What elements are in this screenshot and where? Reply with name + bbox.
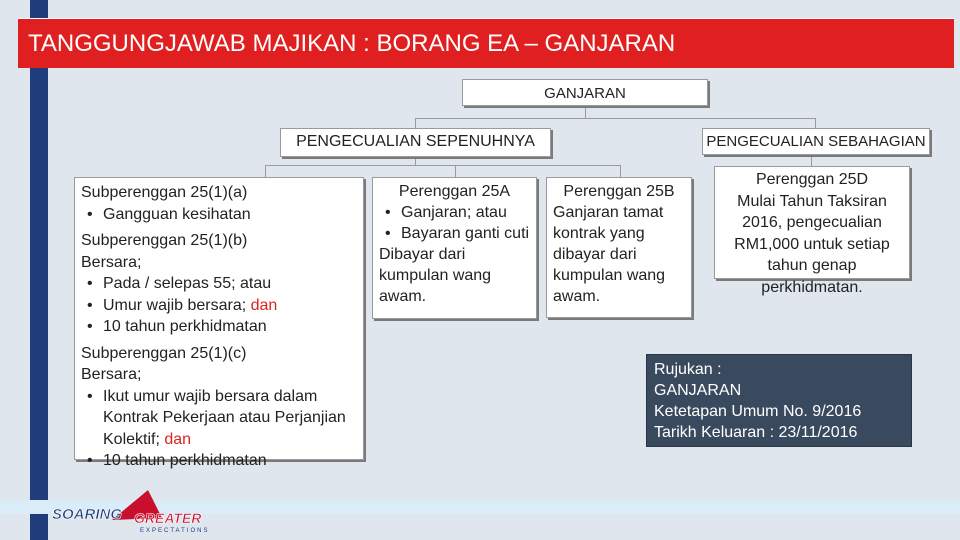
sub-c-list	[81, 386, 357, 472]
reference-line: Tarikh Keluaran : 23/11/2016	[654, 424, 858, 441]
box-subparagraph-25-1	[74, 177, 364, 469]
sub-b-heading: Subperenggan 25(1)(b)	[81, 232, 248, 249]
list-item	[103, 386, 357, 451]
conjunction-red: dan	[164, 430, 192, 448]
logo-text-greater: GREATER	[134, 510, 202, 526]
box2-title: Perenggan 25A	[398, 183, 511, 200]
list-item: • 10 tahun perkhidmatan	[103, 450, 357, 472]
reference-line: Rujukan :	[654, 361, 722, 378]
node-full-exemption: PENGECUALIAN SEPENUHNYA	[280, 128, 551, 157]
box4-body: Mulai Tahun Taksiran 2016, pengecualian RM1,000 untuk setiap tahun genap perkhidmatan.	[734, 192, 890, 296]
sub-c-intro: Bersara;	[81, 366, 142, 383]
reference-line: Ketetapan Umum No. 9/2016	[654, 403, 862, 420]
connector-partial-down	[811, 155, 812, 166]
box2-body: Dibayar dari kumpulan wang awam.	[379, 246, 492, 305]
connector-full-horizontal	[265, 165, 620, 166]
list-item: • Ganjaran; atau	[401, 202, 530, 223]
box-paragraph-25a	[372, 177, 537, 319]
connector-to-box2	[455, 165, 456, 177]
connector-to-partial	[815, 118, 816, 128]
box3-title: Perenggan 25B	[563, 183, 675, 200]
root-node-ganjaran: GANJARAN	[462, 79, 708, 106]
list-item: • Pada / selepas 55; atau	[103, 273, 357, 295]
slide-title: TANGGUNGJAWAB MAJIKAN : BORANG EA – GANJARAN	[18, 18, 954, 68]
logo-text-expectations: EXPECTATIONS	[140, 528, 210, 534]
connector-horizontal-top	[415, 118, 815, 119]
sub-a-heading: Subperenggan 25(1)(a)	[81, 184, 248, 201]
sub-b-list	[81, 273, 357, 338]
list-item: • 10 tahun perkhidmatan	[103, 316, 357, 338]
box4-title: Perenggan 25D	[755, 171, 869, 188]
connector-root-down	[585, 106, 586, 118]
list-item: • Gangguan kesihatan	[103, 204, 357, 226]
list-item	[103, 295, 357, 317]
logo-text-soaring: SOARING	[52, 506, 123, 523]
box-paragraph-25d	[714, 166, 910, 296]
left-decorative-stripe	[30, 0, 48, 540]
conjunction-red: dan	[250, 296, 278, 314]
list-item-text: Ikut umur wajib bersara dalam Kontrak Pekerjaan atau Perjanjian Kolektif;	[103, 387, 346, 448]
sub-b-intro: Bersara;	[81, 253, 142, 271]
connector-to-box3	[620, 165, 621, 177]
reference-box	[646, 354, 912, 447]
soaring-logo	[50, 488, 220, 534]
connector-to-full	[415, 118, 416, 128]
connector-full-down	[415, 157, 416, 165]
box2-list	[379, 202, 530, 244]
sub-c-heading: Subperenggan 25(1)(c)	[81, 344, 247, 362]
connector-to-box1	[265, 165, 266, 177]
list-item: • Bayaran ganti cuti	[401, 223, 530, 244]
reference-line: GANJARAN	[654, 382, 742, 399]
box3-body: Ganjaran tamat kontrak yang dibayar dari kumpulan wang awam.	[553, 204, 666, 305]
sub-a-list	[81, 204, 357, 226]
list-item-text: Umur wajib bersara;	[103, 296, 247, 314]
node-partial-exemption: PENGECUALIAN SEBAHAGIAN	[702, 128, 930, 155]
box-paragraph-25b	[546, 177, 692, 318]
